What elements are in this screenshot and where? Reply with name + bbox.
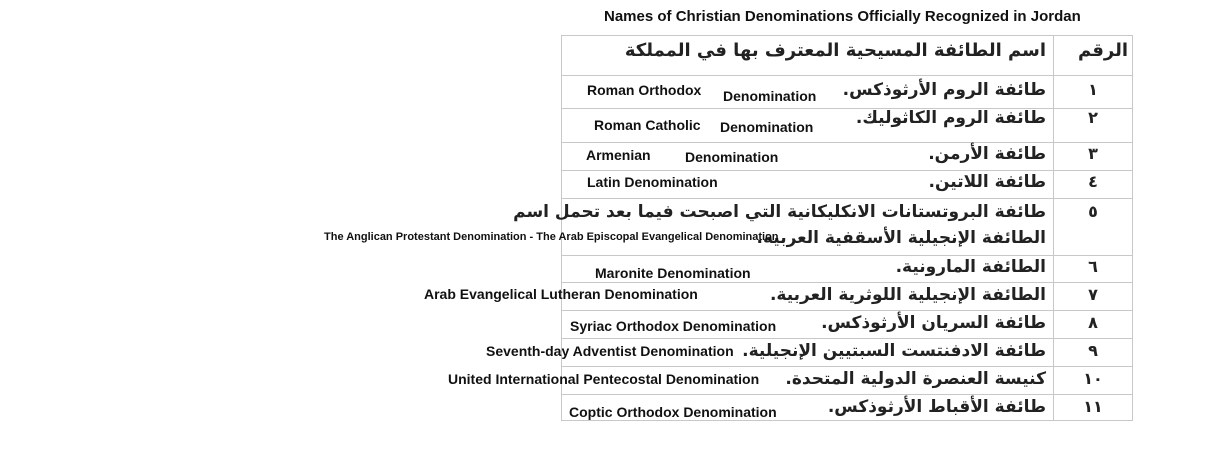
row-divider (562, 108, 1132, 109)
row-divider (562, 282, 1132, 283)
row-divider (562, 394, 1132, 395)
row-number: ١١ (1083, 397, 1103, 416)
row-divider (562, 170, 1132, 171)
row-number: ٣ (1088, 144, 1098, 163)
english-label: Roman Orthodox (587, 82, 702, 98)
row-divider (562, 310, 1132, 311)
english-label: United International Pentecostal Denomination (448, 371, 760, 387)
row-number: ٦ (1088, 257, 1098, 276)
english-label: Denomination (720, 119, 814, 135)
row-arabic: طائفة اللاتين. (928, 172, 1046, 192)
english-label: Arab Evangelical Lutheran Denomination (424, 286, 698, 302)
header-name: اسم الطائفة المسيحية المعترف بها في المملكة (624, 40, 1046, 61)
row-number: ٥ (1088, 202, 1098, 221)
row-divider (562, 198, 1132, 199)
english-label: Syriac Orthodox Denomination (570, 318, 777, 334)
row-number: ١٠ (1083, 369, 1103, 388)
row-arabic: الطائفة الإنجيلية اللوثرية العربية. (769, 285, 1046, 305)
row-arabic: طائفة السريان الأرثوذكس. (821, 313, 1046, 333)
page-title: Names of Christian Denominations Officially Recognized in Jordan (604, 8, 1081, 25)
english-label: Roman Catholic (594, 117, 701, 133)
row-divider (562, 366, 1132, 367)
row-arabic-line-2: الطائفة الإنجيلية الأسقفية العربية. (756, 228, 1046, 248)
row-number: ١ (1088, 80, 1098, 99)
row-arabic: الطائفة المارونية. (895, 257, 1046, 277)
row-arabic: طائفة الروم الأرثوذكس. (842, 80, 1046, 100)
english-label: Coptic Orthodox Denomination (569, 404, 777, 420)
english-label: Latin Denomination (587, 174, 718, 190)
english-label: Seventh-day Adventist Denomination (486, 343, 734, 359)
row-arabic: طائفة الأقباط الأرثوذكس. (827, 397, 1046, 417)
row-arabic: طائفة الأرمن. (928, 144, 1046, 164)
header-divider (562, 75, 1132, 76)
row-number: ٨ (1088, 313, 1098, 332)
english-label: Armenian (586, 147, 651, 163)
row-divider (562, 142, 1132, 143)
row-number: ٤ (1088, 172, 1098, 191)
header-number: الرقم (1077, 40, 1128, 61)
row-number: ٩ (1088, 341, 1098, 360)
row-arabic: طائفة الروم الكاثوليك. (855, 108, 1046, 128)
english-label: Denomination (723, 88, 817, 104)
row-divider (562, 255, 1132, 256)
row-number: ٧ (1088, 285, 1098, 304)
english-label: Maronite Denomination (595, 265, 751, 281)
row-arabic: كنيسة العنصرة الدولية المتحدة. (785, 369, 1046, 389)
row-arabic: طائفة الادفنتست السبتيين الإنجيلية. (742, 341, 1046, 361)
row-arabic-line-1: طائفة البروتستانات الانكليكانية التي اصبحت فيما بعد تحمل اسم (513, 202, 1046, 222)
english-label: The Anglican Protestant Denomination - The Arab Episcopal Evangelical Denomination (324, 231, 779, 243)
row-divider (562, 338, 1132, 339)
english-label: Denomination (685, 149, 779, 165)
column-divider (1053, 36, 1054, 420)
row-number: ٢ (1088, 108, 1098, 127)
